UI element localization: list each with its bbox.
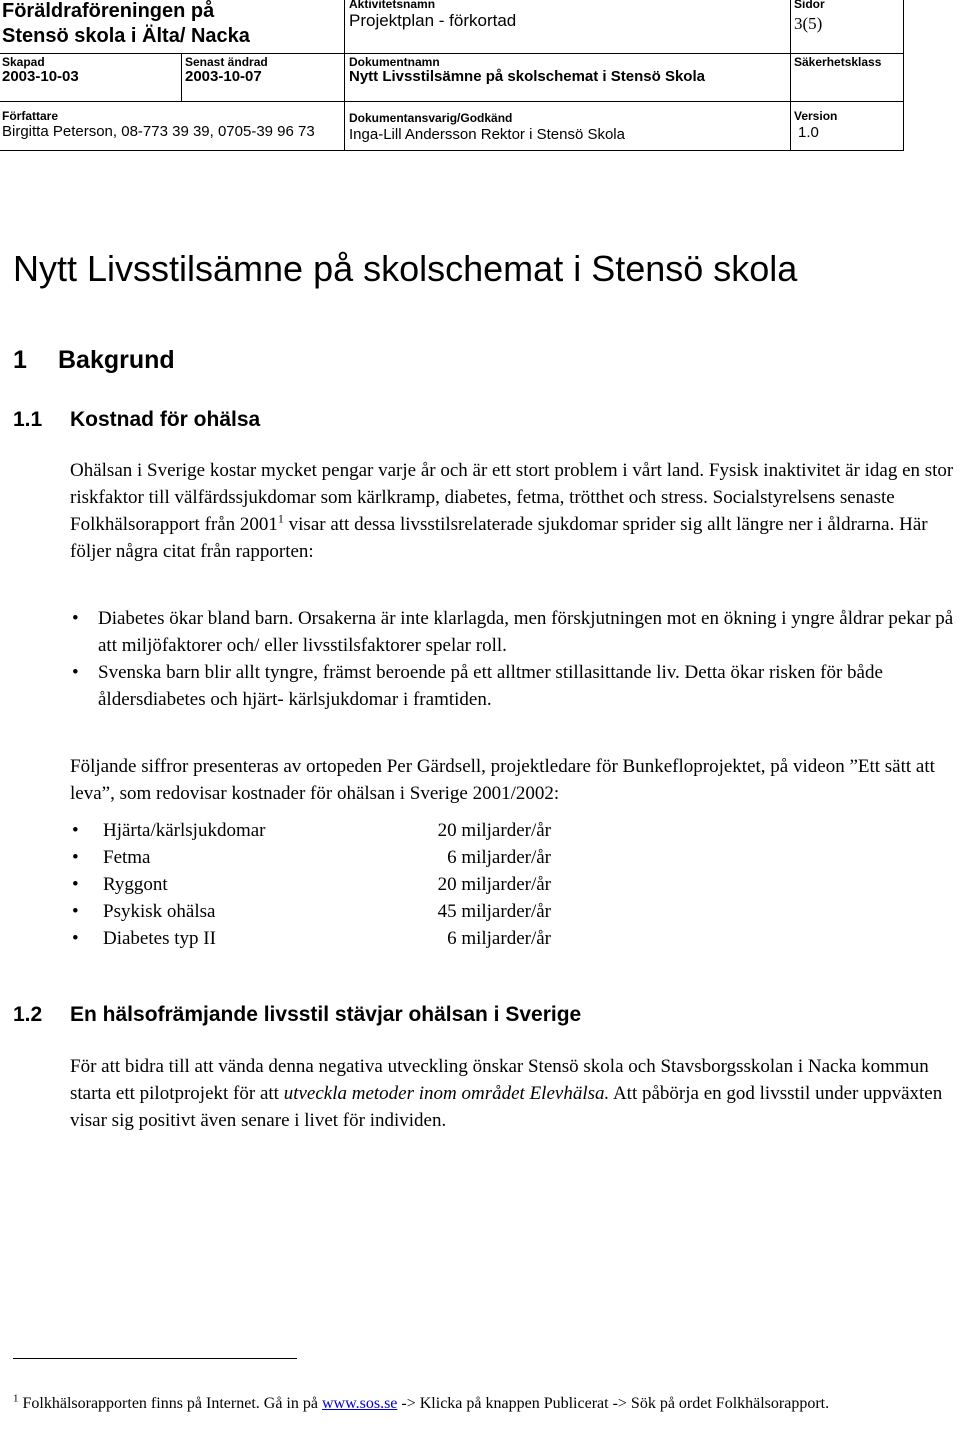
section-1-2-heading — [13, 1002, 581, 1028]
header-col-1 — [181, 53, 182, 101]
author-label: Författare — [2, 109, 59, 123]
figures-intro-paragraph: Följande siffror presenteras av ortopeden Per Gärdsell, projektledare för Bunkefloprojektet, på videon ”Ett sätt att leva”, som redovisar kostnader för ohälsan i Sverige 2001/2002: — [70, 756, 935, 804]
section-1-1-number: 1.1 — [13, 408, 43, 431]
cost-name: Ryggont — [103, 874, 168, 895]
footnote-reference: 1 — [277, 511, 284, 526]
bullet-icon: • — [72, 608, 79, 629]
footnote-text-end: -> Klicka på knappen Publicerat -> Sök på ordet Folkhälsorapport. — [397, 1395, 830, 1412]
cost-name: Diabetes typ II — [103, 928, 216, 949]
organisation-line-2: Stensö skola i Älta/ Nacka — [2, 25, 250, 47]
bullet-icon: • — [72, 847, 79, 868]
organisation-line-1: Föräldraföreningen på — [2, 0, 215, 22]
section-1-title: Bakgrund — [58, 346, 175, 374]
created-value: 2003-10-03 — [2, 68, 79, 85]
header-col-3 — [790, 0, 791, 150]
bullet-icon: • — [72, 928, 79, 949]
responsible-label: Dokumentansvarig/Godkänd — [349, 111, 513, 125]
cost-amount: 20 miljarder/år — [437, 820, 551, 841]
activity-label: Aktivitetsnamn — [349, 0, 436, 11]
sos-link[interactable]: www.sos.se — [321, 1395, 398, 1412]
organisation-name — [2, 0, 250, 49]
footnote-text-start: Folkhälsorapporten finns på Internet. Gå in på — [18, 1395, 322, 1412]
footnote-separator — [13, 1358, 297, 1359]
cost-name: Hjärta/kärlsjukdomar — [103, 820, 266, 841]
paragraph-text-end: Att påbörja en god livsstil under uppväxten visar sig positivt även senare i livet för individen. — [70, 1083, 943, 1131]
cost-name: Psykisk ohälsa — [103, 901, 216, 922]
docname-value: Nytt Livsstilsämne på skolschemat i Stensö Skola — [349, 68, 705, 85]
cost-amount: 45 miljarder/år — [437, 901, 551, 922]
bullet-icon: • — [72, 901, 79, 922]
paragraph-text-start: Ohälsan i Sverige kostar mycket pengar varje år och är ett stort problem i vårt land. Fysisk inaktivitet är idag en stor riskfaktor till välfärdssjukdomar som kärlkramp, diabetes, fetma, trötthet och stress. Socialstyrelsens senaste Folkhälsorapport från 2001 — [70, 460, 954, 535]
paragraph-text-end: visar att dessa livsstilsrelaterade sjukdomar sprider sig allt längre ner i åldrarna. Här följer några citat från rapporten: — [70, 514, 928, 562]
section-1-heading — [13, 345, 175, 375]
section-1-2-paragraph — [70, 1053, 960, 1134]
cost-amount: 6 miljarder/år — [447, 847, 551, 868]
bullet-icon: • — [72, 820, 79, 841]
cost-name: Fetma — [103, 847, 151, 868]
pages-label: Sidor — [794, 0, 825, 11]
section-1-2-title: En hälsofrämjande livsstil stävjar ohälsan i Sverige — [70, 1003, 582, 1026]
bullet-icon: • — [72, 662, 79, 683]
footnote-marker: 1 — [13, 1392, 19, 1405]
cost-amount: 20 miljarder/år — [437, 874, 551, 895]
section-1-number: 1 — [13, 346, 27, 374]
section-1-1-title: Kostnad för ohälsa — [70, 408, 261, 431]
bullet-icon: • — [72, 874, 79, 895]
security-label: Säkerhetsklass — [794, 55, 882, 69]
document-header — [0, 0, 904, 151]
footnote — [13, 1393, 913, 1415]
version-value: 1.0 — [798, 124, 819, 141]
header-col-2 — [344, 0, 345, 150]
changed-label: Senast ändrad — [185, 55, 268, 69]
author-value: Birgitta Peterson, 08-773 39 39, 0705-39 96 73 — [2, 123, 315, 140]
section-1-1-paragraph — [70, 457, 960, 565]
paragraph-emphasis: utveckla metoder inom området Elevhälsa. — [283, 1083, 610, 1104]
cost-amount: 6 miljarder/år — [447, 928, 551, 949]
section-1-1-heading — [13, 407, 260, 433]
quote-item — [70, 605, 960, 659]
quote-text: Svenska barn blir allt tyngre, främst beroende på ett alltmer stillasittande liv. Detta ökar risken för både åldersdiabetes och hjärt- kärlsjukdomar i framtiden. — [98, 662, 883, 710]
report-quotes-list — [70, 605, 960, 713]
changed-value: 2003-10-07 — [185, 68, 262, 85]
header-rule-1 — [0, 53, 903, 54]
version-label: Version — [794, 109, 838, 123]
section-1-2-number: 1.2 — [13, 1003, 43, 1026]
quote-text: Diabetes ökar bland barn. Orsakerna är inte klarlagda, men förskjutningen mot en ökning i yngre åldrar pekar på att miljöfaktorer och/ eller livsstilsfaktorer spelar roll. — [98, 608, 954, 656]
header-rule-2 — [0, 101, 903, 102]
quote-item — [70, 659, 960, 713]
responsible-value: Inga-Lill Andersson Rektor i Stensö Skola — [349, 126, 625, 143]
docname-label: Dokumentnamn — [349, 55, 440, 69]
created-label: Skapad — [2, 55, 45, 69]
document-title: Nytt Livsstilsämne på skolschemat i Stensö skola — [13, 248, 798, 289]
activity-value: Projektplan - förkortad — [349, 11, 517, 30]
pages-value: 3(5) — [794, 14, 823, 33]
paragraph-text-start: För att bidra till att vända denna negativa utveckling önskar Stensö skola och Stavsborgsskolan i Nacka kommun starta ett pilotprojekt för att — [70, 1056, 929, 1104]
